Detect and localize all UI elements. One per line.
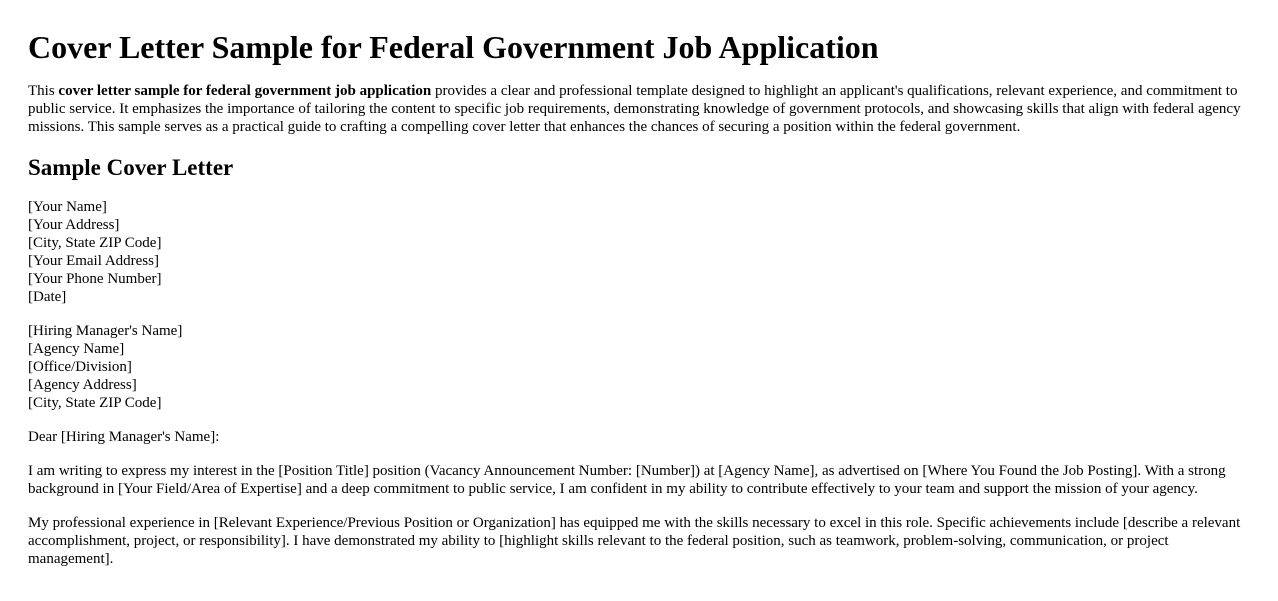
sender-address-block [28, 198, 1250, 306]
intro-paragraph [28, 82, 1250, 136]
section-heading: Sample Cover Letter [28, 155, 234, 180]
recipient-city: [City, State ZIP Code] [28, 395, 162, 411]
intro-text-rest: provides a clear and professional template designed to highlight an applicant's qualifications, relevant experience, and commitment to public service. It emphasizes the importance of tailoring the content to specific job requirements, demonstrating knowledge of government protocols, and showcasing skills that align with federal agency missions. This sample serves as a practical guide to crafting a compelling cover letter that enhances the chances of securing a position within the federal government. [28, 83, 1241, 135]
salutation: Dear [Hiring Manager's Name]: [28, 429, 220, 445]
page-title: Cover Letter Sample for Federal Government Job Application [28, 29, 879, 65]
sender-address: [Your Address] [28, 217, 120, 233]
recipient-address-block [28, 322, 1250, 412]
recipient-office: [Office/Division] [28, 359, 132, 375]
recipient-manager: [Hiring Manager's Name] [28, 323, 183, 339]
body-paragraph-1: I am writing to express my interest in the [Position Title] position (Vacancy Announcement Number: [Number]) at [Agency Name], as advertised on [Where You Found the Job Posting]. With a strong background in [Your Field/Area of Expertise] and a deep commitment to public service, I am confident in my ability to contribute effectively to your team and support the mission of your agency. [28, 463, 1226, 497]
body-paragraph-2: My professional experience in [Relevant Experience/Previous Position or Organization] has equipped me with the skills necessary to excel in this role. Specific achievements include [describe a relevant accomplishment, project, or responsibility]. I have demonstrated my ability to [highlight skills relevant to the federal position, such as teamwork, problem-solving, communication, or project management]. [28, 515, 1241, 567]
intro-bold-phrase: cover letter sample for federal government job application [58, 83, 432, 99]
sender-email: [Your Email Address] [28, 253, 159, 269]
sender-city: [City, State ZIP Code] [28, 235, 162, 251]
sender-phone: [Your Phone Number] [28, 271, 162, 287]
document-page [28, 0, 1250, 568]
recipient-address: [Agency Address] [28, 377, 137, 393]
sender-date: [Date] [28, 289, 67, 305]
recipient-agency: [Agency Name] [28, 341, 125, 357]
intro-text-start: This [28, 83, 59, 99]
sender-name: [Your Name] [28, 199, 107, 215]
